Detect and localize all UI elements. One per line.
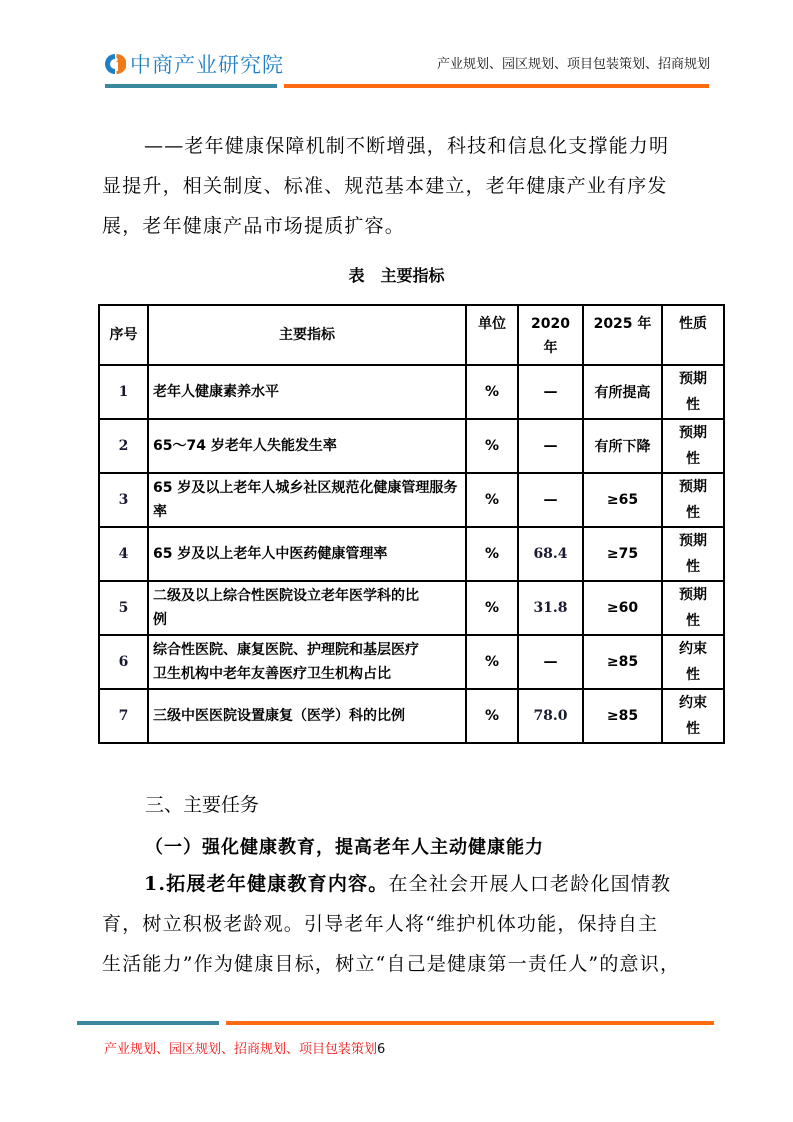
company-logo bbox=[104, 49, 284, 79]
section-heading: 三、主要任务 bbox=[145, 794, 260, 816]
row-nature bbox=[662, 581, 724, 635]
indicator-line2: 例 bbox=[153, 612, 167, 628]
row-indicator bbox=[148, 419, 466, 473]
item-text: 在全社会开展人口老龄化国情教 bbox=[388, 873, 672, 895]
indicator-line1: 65 岁及以上老年人中医药健康管理率 bbox=[153, 546, 388, 562]
row-nature bbox=[662, 527, 724, 581]
nature-line1: 预期 bbox=[679, 533, 707, 549]
header-unit: 单位 bbox=[466, 305, 518, 365]
row-nature bbox=[662, 365, 724, 419]
table-header-row bbox=[99, 305, 724, 365]
indicator-line1: 二级及以上综合性医院设立老年医学科的比 bbox=[153, 588, 419, 604]
row-2020: 78.0 bbox=[518, 689, 583, 743]
paragraph-line: ——老年健康保障机制不断增强，科技和信息化支撑能力明 bbox=[144, 135, 670, 157]
row-2025: ≥85 bbox=[583, 635, 662, 689]
paragraph-line bbox=[102, 864, 710, 904]
table-row bbox=[99, 581, 724, 635]
indicator-line2: 卫生机构中老年友善医疗卫生机构占比 bbox=[153, 666, 391, 682]
section-body bbox=[102, 864, 710, 984]
header-slogan: 产业规划、园区规划、项目包装策划、招商规划 bbox=[436, 57, 710, 72]
nature-line1: 预期 bbox=[679, 425, 707, 441]
header-nature: 性质 bbox=[662, 305, 724, 365]
header-divider-blue bbox=[105, 84, 277, 88]
paragraph-line: 育，树立积极老龄观。引导老年人将“维护机体功能，保持自主 bbox=[102, 913, 659, 935]
nature-line2: 性 bbox=[686, 397, 700, 413]
row-nature bbox=[662, 473, 724, 527]
table-row bbox=[99, 473, 724, 527]
table-row bbox=[99, 527, 724, 581]
section-subheading: （一）强化健康教育，提高老年人主动健康能力 bbox=[145, 837, 544, 858]
nature-line1: 预期 bbox=[679, 587, 707, 603]
row-unit: % bbox=[466, 473, 518, 527]
footer bbox=[104, 1038, 385, 1057]
indicator-line1: 老年人健康素养水平 bbox=[153, 384, 279, 400]
paragraph-line: 显提升，相关制度、标准、规范基本建立，老年健康产业有序发 bbox=[102, 175, 668, 197]
paragraph-line: 生活能力”作为健康目标，树立“自己是健康第一责任人”的意识， bbox=[102, 953, 681, 975]
row-index: 3 bbox=[99, 473, 148, 527]
indicator-line1: 65 岁及以上老年人城乡社区规范化健康管理服务 bbox=[153, 480, 458, 496]
indicator-line1: 三级中医医院设置康复（医学）科的比例 bbox=[153, 708, 405, 724]
row-2025: ≥85 bbox=[583, 689, 662, 743]
row-unit: % bbox=[466, 527, 518, 581]
row-2025: ≥60 bbox=[583, 581, 662, 635]
logo-icon bbox=[104, 53, 126, 75]
row-2025: 有所下降 bbox=[583, 419, 662, 473]
indicators-table bbox=[98, 304, 725, 744]
header-index: 序号 bbox=[99, 305, 148, 365]
row-indicator bbox=[148, 581, 466, 635]
row-2020: 31.8 bbox=[518, 581, 583, 635]
logo-text: 中商产业研究院 bbox=[130, 53, 284, 77]
indicator-line2: 率 bbox=[153, 504, 167, 520]
footer-divider-orange bbox=[226, 1021, 714, 1025]
footer-slogan: 产业规划、园区规划、招商规划、项目包装策划 bbox=[104, 1042, 378, 1057]
header-2020-line1: 2020 bbox=[531, 316, 570, 332]
header-2025: 2025 年 bbox=[583, 305, 662, 365]
row-index: 7 bbox=[99, 689, 148, 743]
indicator-line1: 综合性医院、康复医院、护理院和基层医疗 bbox=[153, 642, 419, 658]
row-indicator bbox=[148, 527, 466, 581]
table-title: 表 主要指标 bbox=[348, 266, 445, 285]
nature-line2: 性 bbox=[686, 721, 700, 737]
row-index: 2 bbox=[99, 419, 148, 473]
nature-line2: 性 bbox=[686, 505, 700, 521]
header-2020 bbox=[518, 305, 583, 365]
row-nature bbox=[662, 635, 724, 689]
row-2020: — bbox=[518, 635, 583, 689]
paragraph-line: 展，老年健康产品市场提质扩容。 bbox=[102, 215, 406, 237]
nature-line1: 约束 bbox=[679, 695, 707, 711]
row-unit: % bbox=[466, 419, 518, 473]
row-unit: % bbox=[466, 689, 518, 743]
nature-line2: 性 bbox=[686, 559, 700, 575]
row-index: 4 bbox=[99, 527, 148, 581]
intro-paragraph bbox=[102, 126, 710, 246]
row-indicator bbox=[148, 635, 466, 689]
row-nature bbox=[662, 689, 724, 743]
row-indicator bbox=[148, 365, 466, 419]
row-2020: — bbox=[518, 365, 583, 419]
row-indicator bbox=[148, 473, 466, 527]
indicator-line1: 65～74 岁老年人失能发生率 bbox=[153, 438, 337, 454]
item-title: 1.拓展老年健康教育内容。 bbox=[144, 873, 389, 895]
row-2025: ≥65 bbox=[583, 473, 662, 527]
header-2020-line2: 年 bbox=[543, 340, 558, 356]
row-2020: — bbox=[518, 473, 583, 527]
nature-line2: 性 bbox=[686, 451, 700, 467]
table-row bbox=[99, 419, 724, 473]
nature-line1: 约束 bbox=[679, 641, 707, 657]
table-row bbox=[99, 689, 724, 743]
header-divider-orange bbox=[284, 84, 709, 88]
nature-line1: 预期 bbox=[679, 479, 707, 495]
row-unit: % bbox=[466, 581, 518, 635]
footer-divider-blue bbox=[77, 1021, 219, 1025]
row-unit: % bbox=[466, 365, 518, 419]
table-row bbox=[99, 635, 724, 689]
row-2025: 有所提高 bbox=[583, 365, 662, 419]
nature-line2: 性 bbox=[686, 613, 700, 629]
row-nature bbox=[662, 419, 724, 473]
row-index: 6 bbox=[99, 635, 148, 689]
row-unit: % bbox=[466, 635, 518, 689]
nature-line2: 性 bbox=[686, 667, 700, 683]
row-indicator bbox=[148, 689, 466, 743]
row-index: 1 bbox=[99, 365, 148, 419]
row-2020: — bbox=[518, 419, 583, 473]
header-indicator: 主要指标 bbox=[148, 305, 466, 365]
nature-line1: 预期 bbox=[679, 371, 707, 387]
row-2025: ≥75 bbox=[583, 527, 662, 581]
row-index: 5 bbox=[99, 581, 148, 635]
page-number: 6 bbox=[377, 1042, 386, 1057]
row-2020: 68.4 bbox=[518, 527, 583, 581]
table-row bbox=[99, 365, 724, 419]
